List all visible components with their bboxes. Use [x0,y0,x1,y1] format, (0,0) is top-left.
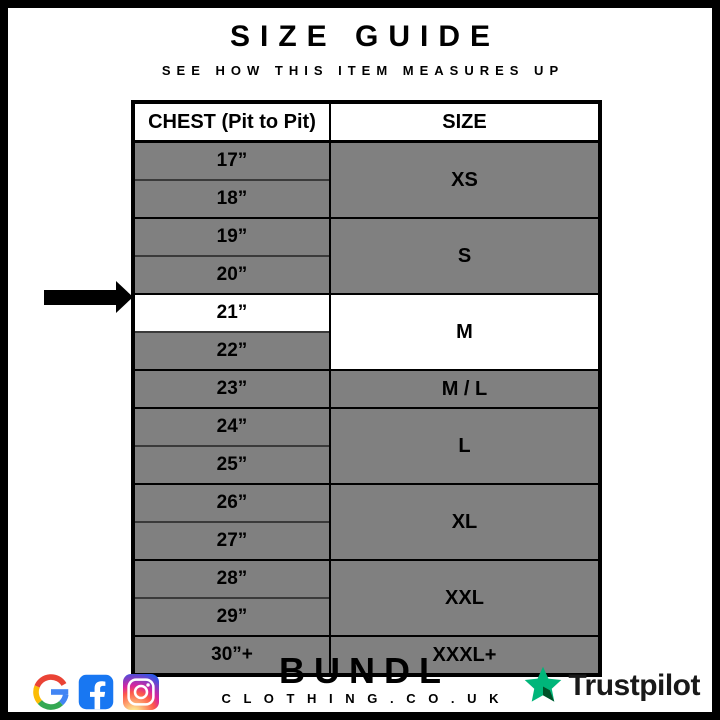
size-cell: XXL [330,560,600,636]
size-guide-table-wrap [131,100,602,677]
chest-cell: 27” [133,522,330,560]
table-header-row [133,102,600,142]
column-header-chest: CHEST (Pit to Pit) [133,102,330,142]
size-cell-highlighted: M [330,294,600,370]
highlight-arrow-icon [44,281,133,313]
table-row [133,408,600,446]
table-row-highlighted [133,294,600,332]
arrow-head [116,281,133,313]
table-row [133,560,600,598]
chest-cell: 29” [133,598,330,636]
brand-domain: C L O T H I N G . C O . U K [221,691,504,706]
chest-cell: 28” [133,560,330,598]
size-guide-table [131,100,602,677]
chest-cell: 25” [133,446,330,484]
chest-cell: 19” [133,218,330,256]
size-cell: XL [330,484,600,560]
chest-cell: 23” [133,370,330,408]
size-cell: XXXL+ [330,636,600,675]
table-row [133,484,600,522]
chest-cell: 26” [133,484,330,522]
size-cell: M / L [330,370,600,408]
brand-name: BUNDL [279,650,450,691]
table-row [133,370,600,408]
page-subtitle: SEE HOW THIS ITEM MEASURES UP [161,63,565,78]
arrow-shaft [44,290,116,305]
table-row [133,218,600,256]
chest-cell-highlighted: 21” [133,294,330,332]
trustpilot-label: Trustpilot [568,669,700,702]
chest-cell: 18” [133,180,330,218]
trustpilot-star-icon [522,665,564,707]
size-cell: L [330,408,600,484]
page-title: SIZE GUIDE [229,20,501,53]
chest-cell: 22” [133,332,330,370]
size-cell: S [330,218,600,294]
column-header-size: SIZE [330,102,600,142]
chest-cell: 30”+ [133,636,330,675]
size-cell: XS [330,142,600,219]
chest-cell: 24” [133,408,330,446]
chest-cell: 17” [133,142,330,181]
trustpilot-logo[interactable] [522,665,700,707]
table-row [133,142,600,181]
chest-cell: 20” [133,256,330,294]
